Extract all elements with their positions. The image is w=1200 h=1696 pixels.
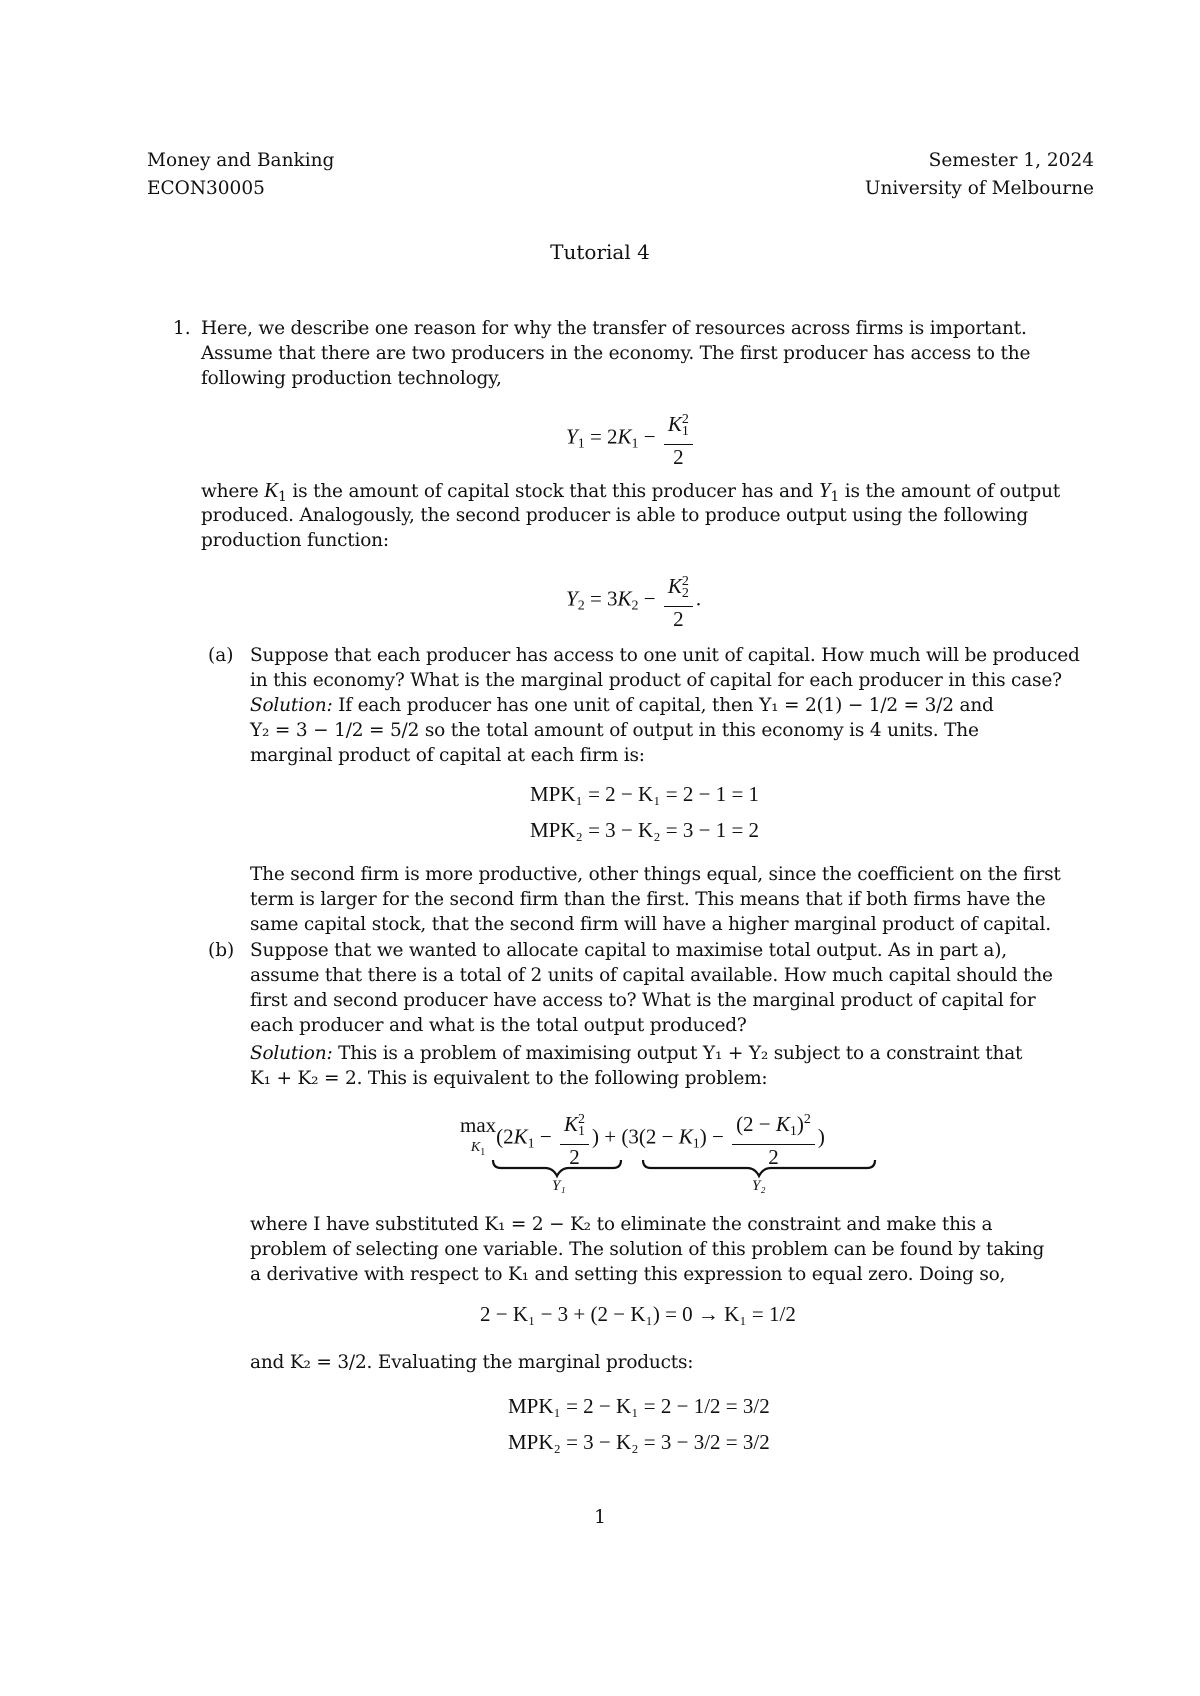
production-function-2: $Y_2 = 3K_2$ − $\frac{K^2_2}{2}$ . <box>566 570 701 631</box>
production-function-1: $Y_1 = 2K_1$ − $\frac{K^2_1}{2}$ <box>566 408 696 469</box>
part-a-solution-2: Y₂ = 3 − 1/2 = 5/2 so the total amount of output in this economy is 4 units. The <box>250 720 979 741</box>
brace-label-y2: Y₂ <box>752 1178 766 1194</box>
intro-line-3: following production technology, <box>201 368 502 389</box>
mpk1-equation-b: MPK₁ = 2 − K₁ = 2 − 1/2 = 3/2 <box>508 1394 770 1418</box>
page-number: 1 <box>594 1507 606 1528</box>
university: University of Melbourne <box>864 178 1094 199</box>
part-a-solution-1: Solution: If each producer has one unit of capital, then Y₁ = 2(1) − 1/2 = 3/2 and <box>250 695 994 716</box>
k2-line: and K₂ = 3/2. Evaluating the marginal products: <box>250 1352 694 1373</box>
underbrace-y2 <box>643 1160 875 1176</box>
part-b-after-1: where I have substituted K₁ = 2 − K₂ to eliminate the constraint and make this a <box>250 1214 993 1235</box>
part-b-label: (b) <box>208 940 235 961</box>
part-b-question-1: Suppose that we wanted to allocate capital to maximise total output. As in part a), <box>250 940 1007 961</box>
underbrace-group <box>485 1158 885 1182</box>
part-b-solution-2: K₁ + K₂ = 2. This is equivalent to the following problem: <box>250 1068 768 1089</box>
part-a-conclusion-2: term is larger for the second firm than the first. This means that if both firms have the <box>250 889 1046 910</box>
course-name: Money and Banking <box>147 150 335 171</box>
part-b-after-2: problem of selecting one variable. The solution of this problem can be found by taking <box>250 1239 1045 1260</box>
mpk2-equation-b: MPK₂ = 3 − K₂ = 3 − 3/2 = 3/2 <box>508 1430 770 1454</box>
part-b-question-4: each producer and what is the total output produced? <box>250 1015 747 1036</box>
part-b-question-2: assume that there is a total of 2 units of capital available. How much capital should the <box>250 965 1053 986</box>
after-eq1-line-3: production function: <box>201 530 389 551</box>
part-a-question-1: Suppose that each producer has access to one unit of capital. How much will be produced <box>250 645 1080 666</box>
course-code: ECON30005 <box>147 178 265 199</box>
underbrace-y1 <box>493 1160 621 1176</box>
mpk1-equation-a: MPK₁ = 2 − K₁ = 2 − 1 = 1 <box>530 782 760 806</box>
after-eq1-line-1: where $K_1$ is the amount of capital stock that this producer has and $Y_1$ is the amount of output <box>201 478 1061 505</box>
part-b-solution-1: Solution: This is a problem of maximising output Y₁ + Y₂ subject to a constraint that <box>250 1043 1023 1064</box>
part-a-conclusion-1: The second firm is more productive, other things equal, since the coefficient on the first <box>250 864 1061 885</box>
maximisation-equation: max $^{K_1}(2K_1$ − $\frac{K^2_1}{2}$ ) + ($3(2 - K_1)$ − $\frac{(2 - K_1)^2}{2}$ ) <box>460 1108 825 1169</box>
part-a-solution-3: marginal product of capital at each firm is: <box>250 745 645 766</box>
question-number: 1. <box>173 318 191 339</box>
brace-label-y1: Y₁ <box>552 1178 566 1194</box>
part-a-conclusion-3: same capital stock, that the second firm will have a higher marginal product of capital. <box>250 914 1051 935</box>
after-eq1-line-2: produced. Analogously, the second producer is able to produce output using the following <box>201 505 1028 526</box>
mpk2-equation-a: MPK₂ = 3 − K₂ = 3 − 1 = 2 <box>530 818 760 842</box>
part-b-after-3: a derivative with respect to K₁ and setting this expression to equal zero. Doing so, <box>250 1264 1006 1285</box>
intro-line-2: Assume that there are two producers in the economy. The first producer has access to the <box>201 343 1031 364</box>
semester: Semester 1, 2024 <box>928 150 1094 171</box>
part-b-question-3: first and second producer have access to? What is the marginal product of capital for <box>250 990 1036 1011</box>
part-a-label: (a) <box>208 645 234 666</box>
page-title: Tutorial 4 <box>550 240 650 264</box>
intro-line-1: Here, we describe one reason for why the transfer of resources across firms is important. <box>201 318 1027 339</box>
part-a-question-2: in this economy? What is the marginal product of capital for each producer in this case? <box>250 670 1062 691</box>
derivative-equation: 2 − K₁ − 3 + (2 − K₁) = 0 → K₁ = 1/2 <box>480 1302 796 1326</box>
